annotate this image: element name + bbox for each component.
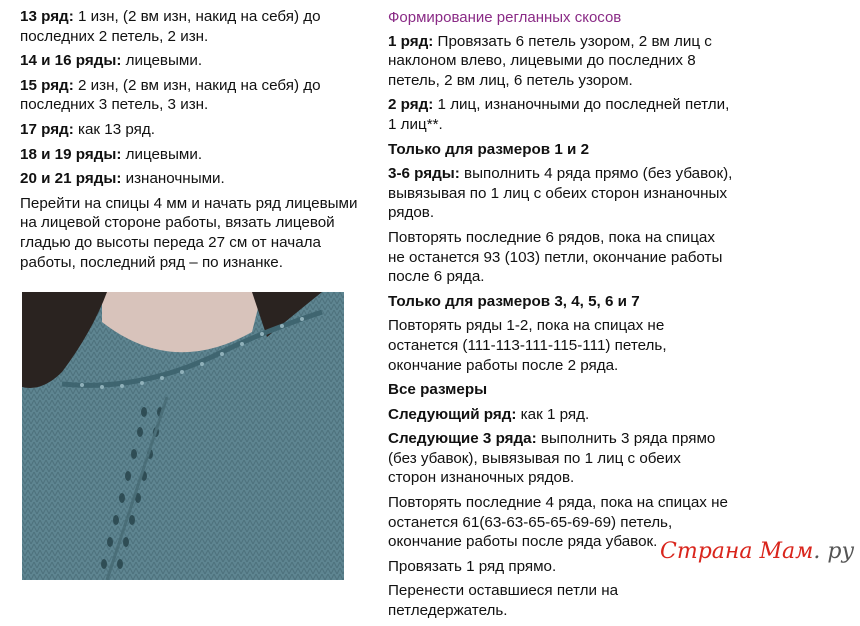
all-sizes-heading: Все размеры	[388, 381, 488, 399]
row-label: 1 ряд:	[388, 32, 434, 50]
section-title: Формирование регланных скосов	[388, 9, 622, 26]
row-label: 13 ряд:	[20, 8, 74, 25]
repeat-4-rows: Повторять последние 4 ряда, пока на спицах не останется 61(63-63-65-65-69-69) петель, окончание работы после ряда убавок.	[388, 494, 728, 551]
row-text: 1 лиц, изнаночными до последней петли, 1 лиц**.	[388, 96, 730, 133]
transfer-stitches: Перенести оставшиеся петли на петледержатель.	[388, 582, 619, 620]
row-label: 2 ряд:	[388, 96, 434, 114]
row-1	[388, 32, 733, 91]
row-text: Провязать 6 петель узором, 2 вм лиц с наклоном влево, лицевыми до последних 8 петель, 2 вм лиц, 6 петель узором.	[388, 32, 712, 89]
row-15	[20, 76, 365, 115]
row-text: лицевыми.	[121, 145, 203, 163]
row-label: 15 ряд:	[20, 76, 74, 94]
row-text: как 1 ряд.	[516, 405, 590, 423]
next-3-rows	[388, 429, 733, 488]
watermark-text	[660, 539, 854, 564]
row-label: 18 и 19 ряды:	[20, 145, 122, 163]
next-row	[388, 405, 733, 425]
right-column	[388, 8, 733, 626]
row-2	[388, 95, 733, 134]
row-13	[20, 7, 365, 46]
row-17	[20, 120, 365, 140]
rows-14-16	[20, 51, 365, 71]
sizes-1-2-heading: Только для размеров 1 и 2	[388, 140, 590, 158]
needles-paragraph: Перейти на спицы 4 мм и начать ряд лицевыми на лицевой стороне работы, вязать лицевой гладью до высоты переда 27 см от начала работы, последний ряд – по изнанке.	[20, 194, 358, 271]
row-text: как 13 ряд.	[73, 120, 155, 138]
row-label: 20 и 21 ряды:	[20, 170, 122, 188]
row-label: Следующие 3 ряда:	[388, 430, 537, 448]
repeat-rows-1-2: Повторять ряды 1-2, пока на спицах не останется (111-113-111-115-111) петель, окончание работы после 2 ряда.	[388, 317, 667, 374]
row-label: 14 и 16 ряды:	[20, 52, 122, 70]
row-text: лицевыми.	[121, 52, 203, 70]
rows-20-21	[20, 169, 365, 189]
watermark-brand: Страна Мам	[660, 539, 814, 564]
knit-1-row: Провязать 1 ряд прямо.	[388, 557, 557, 575]
row-text: 1 изн, (2 вм изн, накид на себя) до последних 2 петель, 2 изн.	[20, 8, 321, 45]
sizes-3-7-heading: Только для размеров 3, 4, 5, 6 и 7	[388, 292, 640, 310]
site-watermark	[660, 536, 860, 580]
rows-3-6	[388, 164, 733, 223]
row-text: выполнить 3 ряда прямо (без убавок), вывязывая по 1 лиц с обеих сторон изнаночных рядов.	[388, 430, 716, 487]
row-text: выполнить 4 ряда прямо (без убавок), вывязывая по 1 лиц с обеих сторон изнаночных рядов.	[388, 165, 733, 222]
repeat-6-rows: Повторять последние 6 рядов, пока на спицах не останется 93 (103) петли, окончание работы после 6 ряда.	[388, 228, 723, 286]
row-label: Следующий ряд:	[388, 405, 517, 423]
sweater-illustration	[22, 292, 344, 580]
rows-18-19	[20, 145, 365, 165]
left-column	[20, 7, 365, 277]
row-label: 17 ряд:	[20, 120, 74, 138]
row-label: 3-6 ряды:	[388, 165, 460, 183]
row-text: изнаночными.	[121, 170, 225, 188]
sweater-photo	[22, 292, 344, 580]
row-text: 2 изн, (2 вм изн, накид на себя) до последних 3 петель, 3 изн.	[20, 76, 321, 114]
watermark-suffix: . ру	[813, 539, 855, 564]
